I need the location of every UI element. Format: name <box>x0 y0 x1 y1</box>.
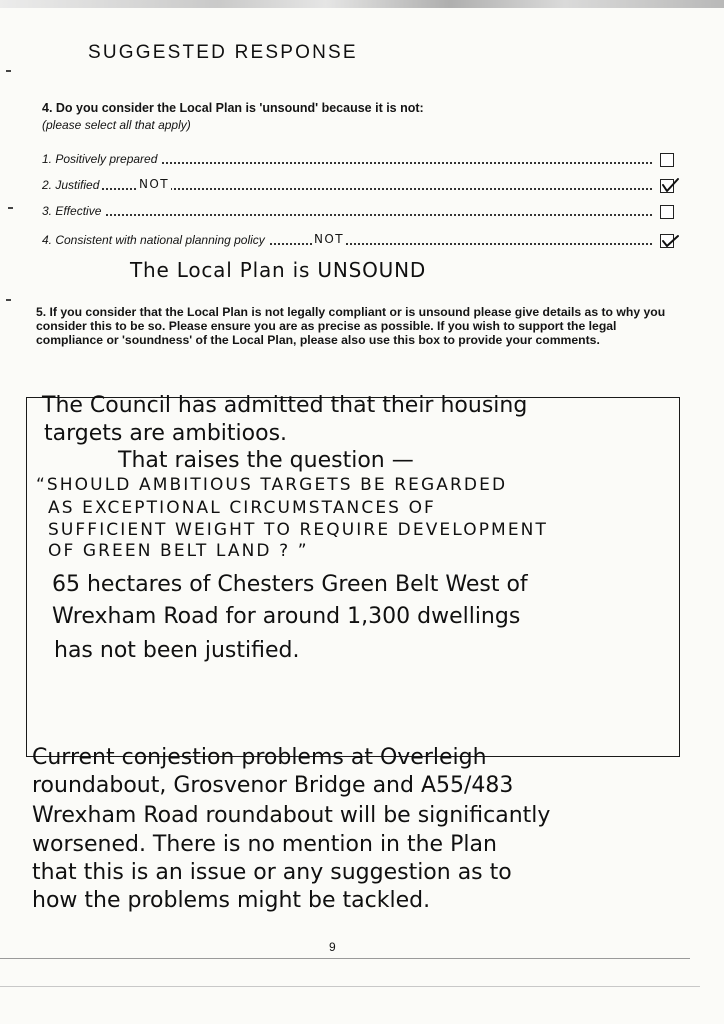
handwritten-note: NOT <box>314 232 344 246</box>
criterion-justified <box>42 174 678 194</box>
footer-divider <box>0 958 690 959</box>
margin-mark <box>8 207 13 209</box>
continuation-line: worsened. There is no mention in the Plan <box>32 832 497 857</box>
response-line: The Council has admitted that their housing <box>42 393 528 418</box>
continuation-line: Wrexham Road roundabout will be significantly <box>32 803 551 828</box>
checkbox-effective[interactable] <box>660 205 674 219</box>
response-line: has not been justified. <box>54 638 300 663</box>
criterion-label: 2. Justified <box>42 178 102 192</box>
response-line: targets are ambitioos. <box>44 421 288 446</box>
response-line: Wrexham Road for around 1,300 dwellings <box>52 604 521 629</box>
margin-mark <box>6 299 11 301</box>
continuation-line: that this is an issue or any suggestion as to <box>32 860 512 885</box>
question-5-text: 5. If you consider that the Local Plan is not legally compliant or is unsound please give details as to why you consider this to be so. Please ensure you are as precise as possible. If you wish to support the legal compliance or 'soundness' of the Local Plan, please also use this box to provide your comments. <box>36 305 666 347</box>
tick-mark-icon <box>658 176 680 194</box>
criterion-effective <box>42 200 678 220</box>
margin-mark <box>6 70 11 72</box>
question-4-instruction: (please select all that apply) <box>42 118 191 132</box>
response-line: 65 hectares of Chesters Green Belt West of <box>52 572 528 597</box>
question-4-title: 4. Do you consider the Local Plan is 'unsound' because it is not: <box>42 101 424 115</box>
handwritten-note: NOT <box>139 177 169 191</box>
criterion-label: 4. Consistent with national planning policy <box>42 233 268 247</box>
dot-leader <box>46 214 652 216</box>
handwritten-verdict: The Local Plan is UNSOUND <box>130 258 427 282</box>
checkbox-positively-prepared[interactable] <box>660 153 674 167</box>
page-header: SUGGESTED RESPONSE <box>88 42 358 63</box>
criterion-consistent-national-policy <box>42 229 678 249</box>
continuation-line: Current conjestion problems at Overleigh <box>32 745 487 770</box>
tick-mark-icon <box>658 231 680 249</box>
continuation-line: how the problems might be tackled. <box>32 888 431 913</box>
continuation-line: roundabout, Grosvenor Bridge and A55/483 <box>32 773 514 798</box>
page-number: 9 <box>329 940 336 954</box>
response-line: That raises the question — <box>118 448 414 473</box>
criterion-label: 3. Effective <box>42 204 104 218</box>
footer-divider <box>0 986 700 987</box>
response-line: SUFFICIENT WEIGHT TO REQUIRE DEVELOPMENT <box>48 520 548 540</box>
criterion-label: 1. Positively prepared <box>42 152 160 166</box>
criterion-positively-prepared <box>42 148 678 168</box>
scan-edge <box>0 0 724 8</box>
response-line: OF GREEN BELT LAND ? ” <box>48 541 309 561</box>
response-line: AS EXCEPTIONAL CIRCUMSTANCES OF <box>48 498 436 518</box>
response-line: “SHOULD AMBITIOUS TARGETS BE REGARDED <box>36 475 508 495</box>
